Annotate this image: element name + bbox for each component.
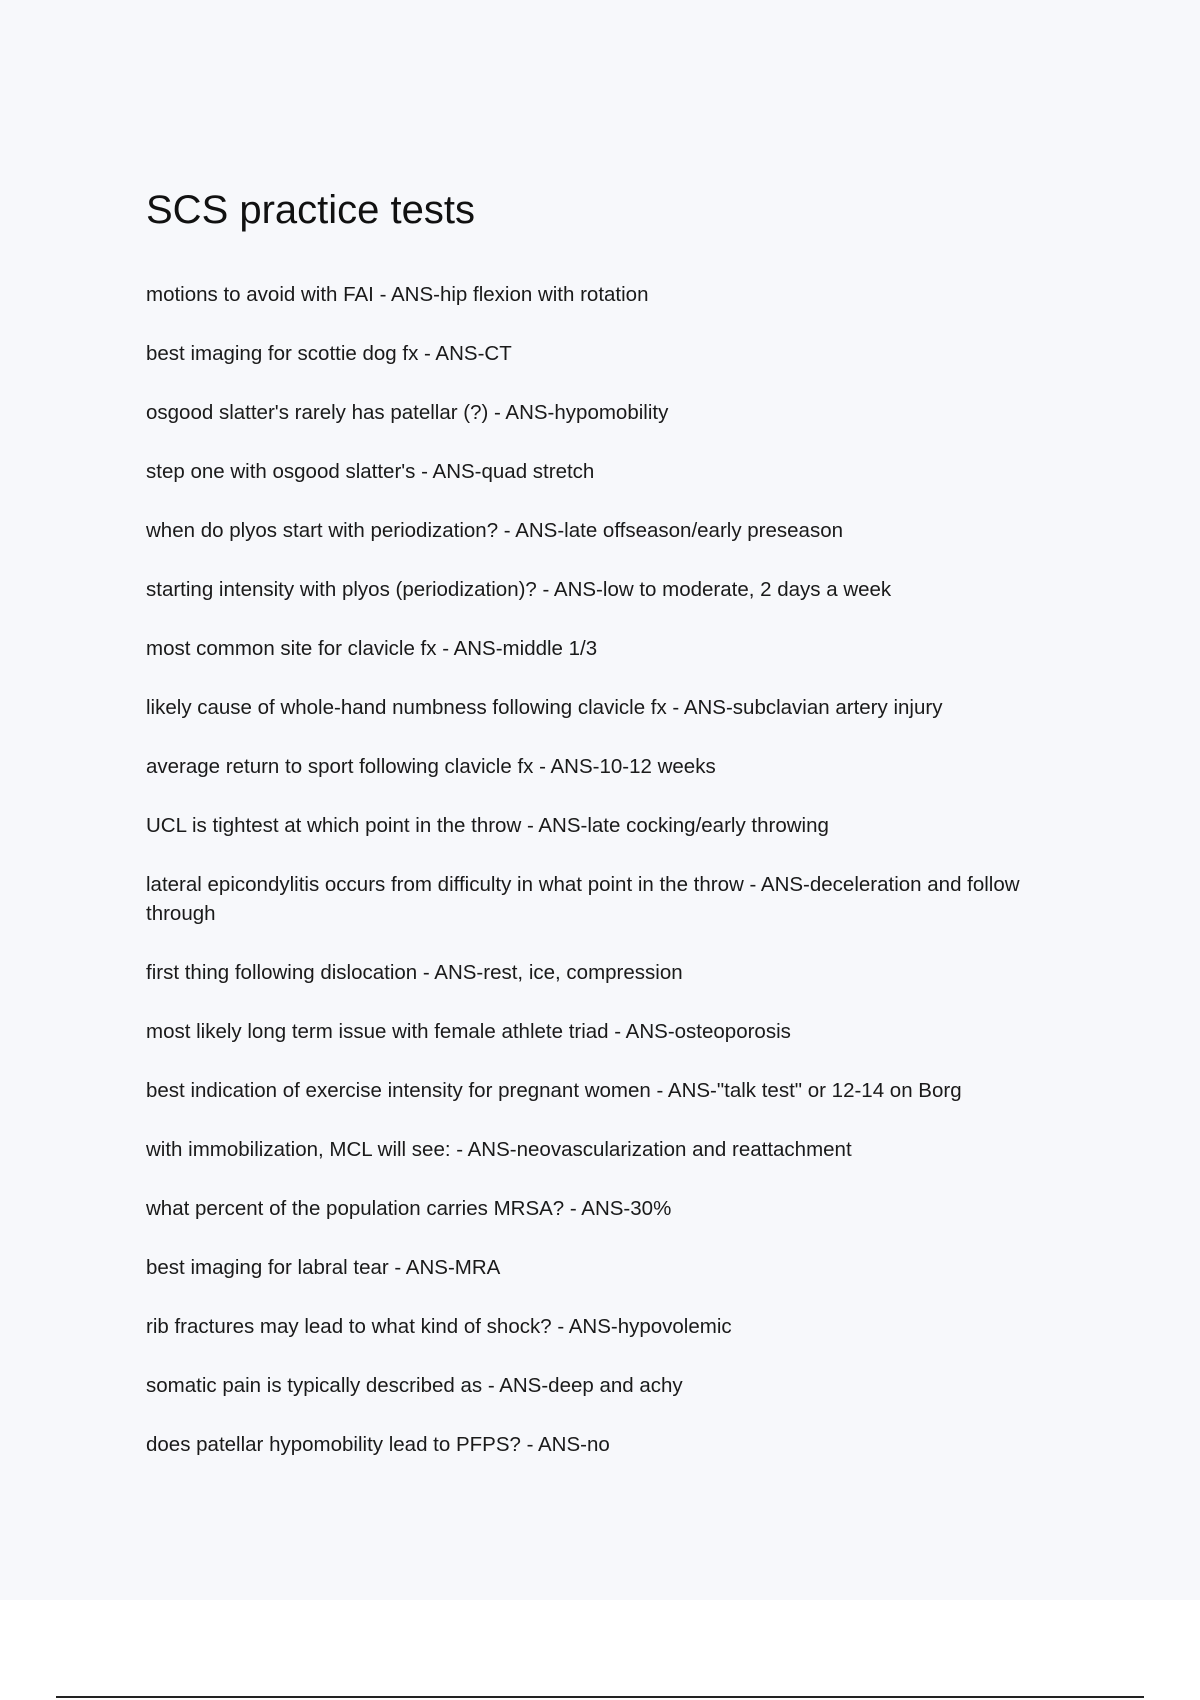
footer-divider bbox=[56, 1696, 1144, 1698]
question-answer-item: somatic pain is typically described as - ANS-deep and achy bbox=[146, 1374, 683, 1397]
question-answer-item: does patellar hypomobility lead to PFPS? - ANS-no bbox=[146, 1433, 610, 1456]
question-answer-item: starting intensity with plyos (periodization)? - ANS-low to moderate, 2 days a week bbox=[146, 578, 892, 601]
question-answer-item: best imaging for labral tear - ANS-MRA bbox=[146, 1256, 501, 1279]
question-answer-item: most likely long term issue with female athlete triad - ANS-osteoporosis bbox=[146, 1020, 791, 1043]
question-answer-item: osgood slatter's rarely has patellar (?) - ANS-hypomobility bbox=[146, 401, 669, 424]
question-answer-item: average return to sport following clavicle fx - ANS-10-12 weeks bbox=[146, 755, 716, 778]
question-answer-item: motions to avoid with FAI - ANS-hip flexion with rotation bbox=[146, 283, 649, 306]
question-answer-item: most common site for clavicle fx - ANS-middle 1/3 bbox=[146, 637, 598, 660]
question-answer-item: first thing following dislocation - ANS-rest, ice, compression bbox=[146, 961, 683, 984]
question-answer-item: likely cause of whole-hand numbness following clavicle fx - ANS-subclavian artery injury bbox=[146, 696, 943, 719]
question-answer-item: step one with osgood slatter's - ANS-quad stretch bbox=[146, 460, 595, 483]
question-answer-item: when do plyos start with periodization? - ANS-late offseason/early preseason bbox=[146, 519, 844, 542]
question-answer-item: best imaging for scottie dog fx - ANS-CT bbox=[146, 342, 512, 365]
question-answer-item: best indication of exercise intensity for pregnant women - ANS-"talk test" or 12-14 on Borg bbox=[146, 1079, 962, 1102]
question-answer-list bbox=[146, 280, 1046, 1489]
question-answer-item: UCL is tightest at which point in the throw - ANS-late cocking/early throwing bbox=[146, 814, 829, 837]
question-answer-item: rib fractures may lead to what kind of shock? - ANS-hypovolemic bbox=[146, 1315, 732, 1338]
page-title: SCS practice tests bbox=[146, 188, 476, 232]
question-answer-item: what percent of the population carries MRSA? - ANS-30% bbox=[146, 1197, 672, 1220]
question-answer-item: with immobilization, MCL will see: - ANS-neovascularization and reattachment bbox=[146, 1138, 852, 1161]
question-answer-item: lateral epicondylitis occurs from difficulty in what point in the throw - ANS-deceleration and follow through bbox=[146, 873, 1020, 925]
